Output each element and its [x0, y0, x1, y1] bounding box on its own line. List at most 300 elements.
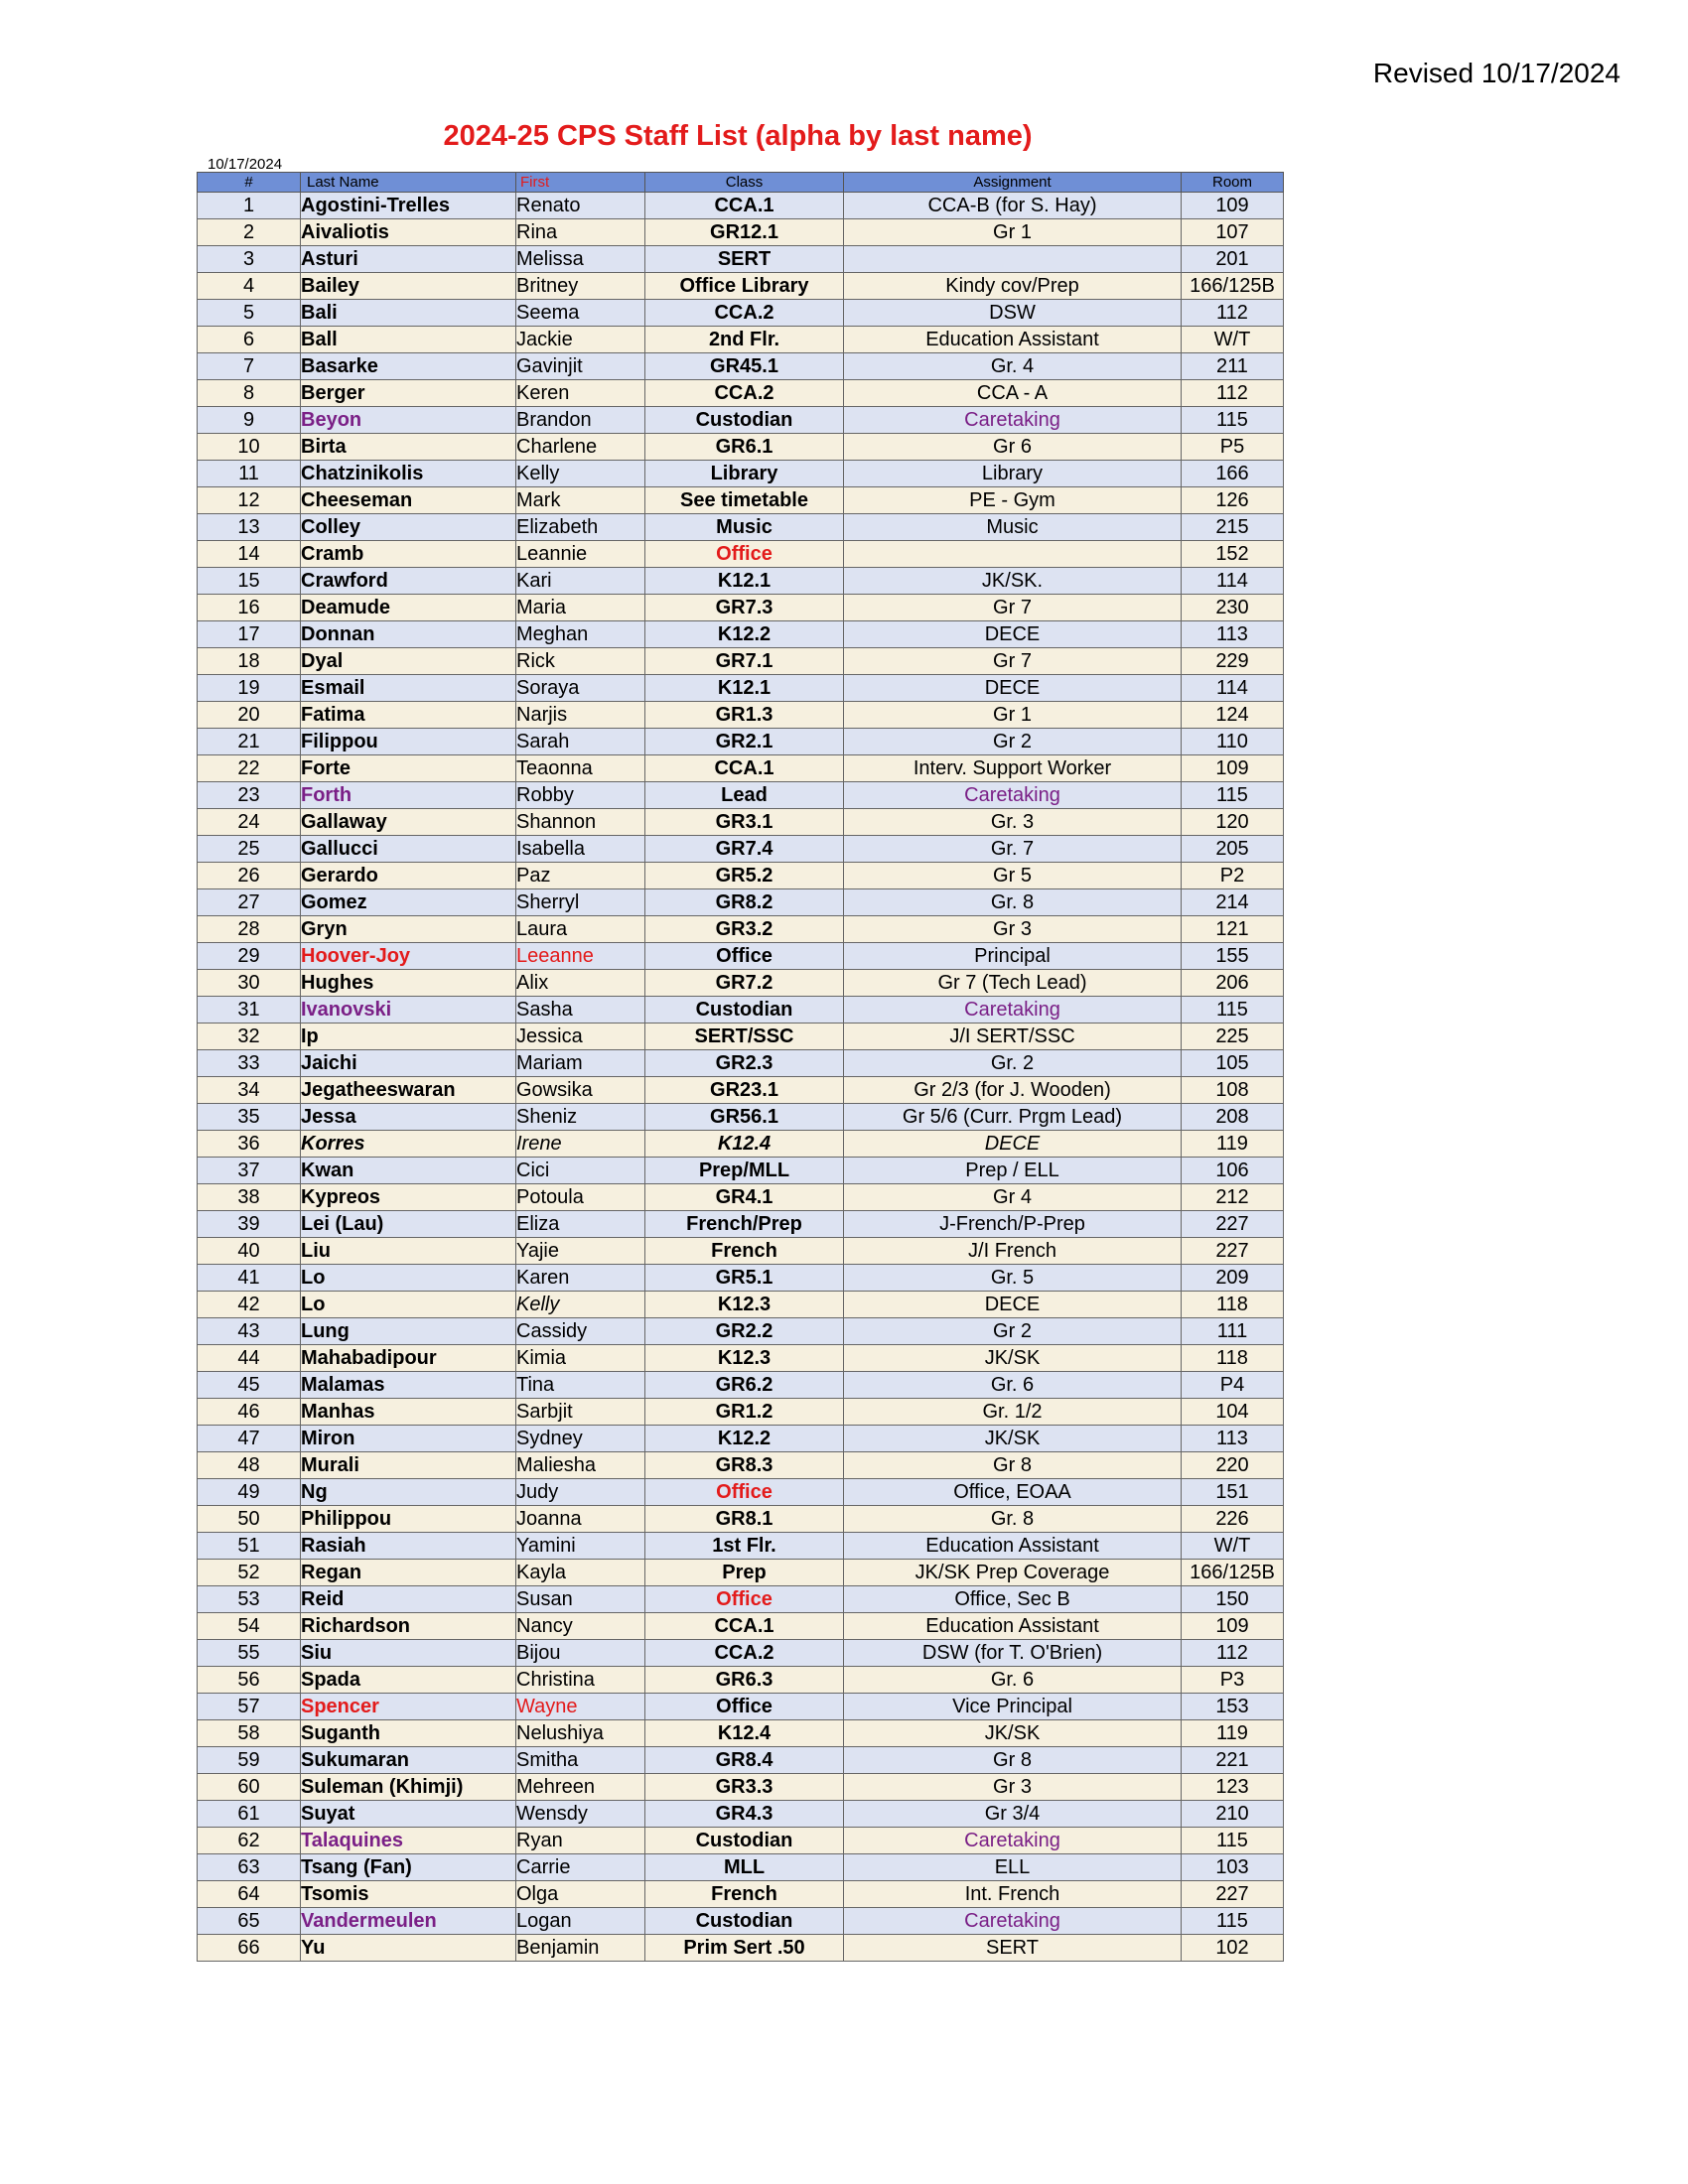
cell-row-number: 13: [198, 514, 301, 541]
cell-class: GR1.3: [645, 702, 844, 729]
table-row: [198, 487, 1284, 514]
cell-first-name: Carrie: [516, 1854, 645, 1881]
table-row: [198, 1586, 1284, 1613]
cell-first-name: Judy: [516, 1479, 645, 1506]
cell-assignment: [844, 246, 1182, 273]
cell-room: 166/125B: [1182, 273, 1284, 300]
cell-last-name: Dyal: [301, 648, 516, 675]
cell-last-name: Hughes: [301, 970, 516, 997]
cell-last-name: Chatzinikolis: [301, 461, 516, 487]
cell-assignment: Gr. 6: [844, 1372, 1182, 1399]
cell-assignment: Library: [844, 461, 1182, 487]
cell-last-name: Spada: [301, 1667, 516, 1694]
cell-class: K12.2: [645, 1426, 844, 1452]
cell-first-name: Karen: [516, 1265, 645, 1292]
cell-assignment: Gr 6: [844, 434, 1182, 461]
cell-class: GR12.1: [645, 219, 844, 246]
cell-row-number: 35: [198, 1104, 301, 1131]
cell-last-name: Gallaway: [301, 809, 516, 836]
cell-assignment: Gr 2/3 (for J. Wooden): [844, 1077, 1182, 1104]
cell-first-name: Sarah: [516, 729, 645, 755]
cell-last-name: Lo: [301, 1265, 516, 1292]
table-row: [198, 1640, 1284, 1667]
cell-first-name: Kimia: [516, 1345, 645, 1372]
cell-class: CCA.2: [645, 1640, 844, 1667]
cell-first-name: Bijou: [516, 1640, 645, 1667]
header-assignment: Assignment: [844, 173, 1182, 193]
cell-first-name: Nelushiya: [516, 1720, 645, 1747]
cell-first-name: Eliza: [516, 1211, 645, 1238]
cell-class: Prim Sert .50: [645, 1935, 844, 1962]
table-row: [198, 461, 1284, 487]
cell-row-number: 64: [198, 1881, 301, 1908]
cell-assignment: Gr. 8: [844, 889, 1182, 916]
cell-last-name: Suleman (Khimji): [301, 1774, 516, 1801]
cell-assignment: J-French/P-Prep: [844, 1211, 1182, 1238]
cell-row-number: 46: [198, 1399, 301, 1426]
cell-first-name: Kelly: [516, 461, 645, 487]
cell-assignment: Education Assistant: [844, 327, 1182, 353]
cell-last-name: Ball: [301, 327, 516, 353]
cell-last-name: Cheeseman: [301, 487, 516, 514]
cell-first-name: Sydney: [516, 1426, 645, 1452]
table-row: [198, 1318, 1284, 1345]
table-row: [198, 863, 1284, 889]
cell-row-number: 48: [198, 1452, 301, 1479]
cell-last-name: Philippou: [301, 1506, 516, 1533]
cell-last-name: Rasiah: [301, 1533, 516, 1560]
cell-row-number: 9: [198, 407, 301, 434]
cell-first-name: Melissa: [516, 246, 645, 273]
cell-class: K12.4: [645, 1131, 844, 1158]
cell-last-name: Agostini-Trelles: [301, 193, 516, 219]
cell-last-name: Lei (Lau): [301, 1211, 516, 1238]
cell-last-name: Siu: [301, 1640, 516, 1667]
cell-first-name: Maria: [516, 595, 645, 621]
cell-first-name: Christina: [516, 1667, 645, 1694]
cell-class: GR45.1: [645, 353, 844, 380]
table-body: [198, 193, 1284, 1962]
cell-assignment: JK/SK: [844, 1426, 1182, 1452]
cell-room: 205: [1182, 836, 1284, 863]
cell-class: K12.4: [645, 1720, 844, 1747]
cell-row-number: 43: [198, 1318, 301, 1345]
cell-last-name: Donnan: [301, 621, 516, 648]
cell-assignment: Gr 4: [844, 1184, 1182, 1211]
cell-assignment: SERT: [844, 1935, 1182, 1962]
cell-last-name: Miron: [301, 1426, 516, 1452]
table-row: [198, 1399, 1284, 1426]
table-row: [198, 380, 1284, 407]
cell-class: MLL: [645, 1854, 844, 1881]
table-row: [198, 1050, 1284, 1077]
cell-row-number: 45: [198, 1372, 301, 1399]
cell-last-name: Filippou: [301, 729, 516, 755]
cell-room: 227: [1182, 1881, 1284, 1908]
cell-first-name: Kayla: [516, 1560, 645, 1586]
cell-last-name: Kypreos: [301, 1184, 516, 1211]
cell-last-name: Asturi: [301, 246, 516, 273]
cell-row-number: 57: [198, 1694, 301, 1720]
table-row: [198, 541, 1284, 568]
cell-assignment: Caretaking: [844, 407, 1182, 434]
cell-first-name: Isabella: [516, 836, 645, 863]
cell-room: 150: [1182, 1586, 1284, 1613]
table-row: [198, 702, 1284, 729]
cell-row-number: 66: [198, 1935, 301, 1962]
cell-class: K12.3: [645, 1345, 844, 1372]
cell-assignment: [844, 541, 1182, 568]
table-row: [198, 1747, 1284, 1774]
cell-row-number: 37: [198, 1158, 301, 1184]
cell-last-name: Talaquines: [301, 1828, 516, 1854]
cell-room: 107: [1182, 219, 1284, 246]
cell-room: 211: [1182, 353, 1284, 380]
cell-class: CCA.1: [645, 1613, 844, 1640]
cell-first-name: Mehreen: [516, 1774, 645, 1801]
cell-first-name: Keren: [516, 380, 645, 407]
cell-assignment: JK/SK: [844, 1345, 1182, 1372]
cell-room: 105: [1182, 1050, 1284, 1077]
cell-room: 152: [1182, 541, 1284, 568]
cell-assignment: Gr 7 (Tech Lead): [844, 970, 1182, 997]
cell-first-name: Laura: [516, 916, 645, 943]
cell-assignment: Music: [844, 514, 1182, 541]
cell-room: 118: [1182, 1345, 1284, 1372]
cell-class: French: [645, 1238, 844, 1265]
table-row: [198, 1774, 1284, 1801]
cell-assignment: Principal: [844, 943, 1182, 970]
cell-row-number: 11: [198, 461, 301, 487]
cell-class: Lead: [645, 782, 844, 809]
table-row: [198, 1238, 1284, 1265]
cell-room: 108: [1182, 1077, 1284, 1104]
table-row: [198, 1506, 1284, 1533]
cell-class: Office: [645, 1694, 844, 1720]
cell-last-name: Ip: [301, 1024, 516, 1050]
table-row: [198, 407, 1284, 434]
table-row: [198, 1560, 1284, 1586]
cell-last-name: Regan: [301, 1560, 516, 1586]
cell-assignment: JK/SK.: [844, 568, 1182, 595]
cell-assignment: Gr. 3: [844, 809, 1182, 836]
cell-last-name: Lung: [301, 1318, 516, 1345]
cell-row-number: 8: [198, 380, 301, 407]
table-row: [198, 434, 1284, 461]
cell-class: See timetable: [645, 487, 844, 514]
cell-room: 115: [1182, 997, 1284, 1024]
cell-row-number: 53: [198, 1586, 301, 1613]
cell-room: 227: [1182, 1211, 1284, 1238]
cell-class: French: [645, 1881, 844, 1908]
cell-room: 112: [1182, 1640, 1284, 1667]
header-room: Room: [1182, 173, 1284, 193]
cell-class: K12.1: [645, 568, 844, 595]
cell-room: 214: [1182, 889, 1284, 916]
cell-class: GR7.1: [645, 648, 844, 675]
cell-assignment: Gr 2: [844, 1318, 1182, 1345]
cell-last-name: Jegatheeswaran: [301, 1077, 516, 1104]
cell-first-name: Potoula: [516, 1184, 645, 1211]
cell-assignment: Education Assistant: [844, 1613, 1182, 1640]
cell-first-name: Brandon: [516, 407, 645, 434]
cell-last-name: Lo: [301, 1292, 516, 1318]
cell-class: CCA.2: [645, 300, 844, 327]
cell-row-number: 38: [198, 1184, 301, 1211]
cell-room: 109: [1182, 755, 1284, 782]
cell-row-number: 7: [198, 353, 301, 380]
cell-room: P5: [1182, 434, 1284, 461]
table-row: [198, 755, 1284, 782]
cell-room: 151: [1182, 1479, 1284, 1506]
cell-last-name: Suyat: [301, 1801, 516, 1828]
cell-assignment: Vice Principal: [844, 1694, 1182, 1720]
cell-assignment: PE - Gym: [844, 487, 1182, 514]
cell-assignment: Caretaking: [844, 1908, 1182, 1935]
cell-first-name: Wensdy: [516, 1801, 645, 1828]
cell-first-name: Shannon: [516, 809, 645, 836]
cell-row-number: 39: [198, 1211, 301, 1238]
cell-room: 113: [1182, 1426, 1284, 1452]
cell-first-name: Logan: [516, 1908, 645, 1935]
cell-room: 201: [1182, 246, 1284, 273]
cell-first-name: Sheniz: [516, 1104, 645, 1131]
table-row: [198, 809, 1284, 836]
table-row: [198, 568, 1284, 595]
cell-assignment: Gr 1: [844, 219, 1182, 246]
cell-row-number: 27: [198, 889, 301, 916]
cell-row-number: 10: [198, 434, 301, 461]
cell-first-name: Cici: [516, 1158, 645, 1184]
cell-first-name: Kari: [516, 568, 645, 595]
table-row: [198, 648, 1284, 675]
cell-row-number: 49: [198, 1479, 301, 1506]
cell-class: Office: [645, 1586, 844, 1613]
cell-row-number: 31: [198, 997, 301, 1024]
table-row: [198, 1292, 1284, 1318]
cell-assignment: Gr 8: [844, 1452, 1182, 1479]
table-row: [198, 1024, 1284, 1050]
header-class: Class: [645, 173, 844, 193]
cell-class: Custodian: [645, 1908, 844, 1935]
cell-first-name: Meghan: [516, 621, 645, 648]
cell-row-number: 36: [198, 1131, 301, 1158]
cell-last-name: Gallucci: [301, 836, 516, 863]
cell-first-name: Leannie: [516, 541, 645, 568]
cell-class: Office: [645, 1479, 844, 1506]
cell-room: 123: [1182, 1774, 1284, 1801]
cell-row-number: 5: [198, 300, 301, 327]
cell-class: GR8.4: [645, 1747, 844, 1774]
cell-row-number: 34: [198, 1077, 301, 1104]
cell-class: Custodian: [645, 1828, 844, 1854]
cell-room: 115: [1182, 782, 1284, 809]
cell-row-number: 62: [198, 1828, 301, 1854]
cell-last-name: Ivanovski: [301, 997, 516, 1024]
cell-row-number: 26: [198, 863, 301, 889]
cell-row-number: 65: [198, 1908, 301, 1935]
table-row: [198, 1184, 1284, 1211]
cell-room: 109: [1182, 193, 1284, 219]
cell-assignment: DECE: [844, 1131, 1182, 1158]
header-last-name: Last Name: [301, 173, 516, 193]
cell-room: 115: [1182, 1908, 1284, 1935]
cell-room: 103: [1182, 1854, 1284, 1881]
cell-first-name: Ryan: [516, 1828, 645, 1854]
cell-class: GR3.2: [645, 916, 844, 943]
cell-first-name: Alix: [516, 970, 645, 997]
cell-row-number: 1: [198, 193, 301, 219]
cell-first-name: Yamini: [516, 1533, 645, 1560]
cell-class: Music: [645, 514, 844, 541]
cell-assignment: JK/SK Prep Coverage: [844, 1560, 1182, 1586]
cell-room: W/T: [1182, 327, 1284, 353]
cell-row-number: 32: [198, 1024, 301, 1050]
cell-assignment: CCA-B (for S. Hay): [844, 193, 1182, 219]
cell-assignment: CCA - A: [844, 380, 1182, 407]
cell-row-number: 29: [198, 943, 301, 970]
cell-row-number: 63: [198, 1854, 301, 1881]
cell-first-name: Charlene: [516, 434, 645, 461]
cell-class: Office: [645, 943, 844, 970]
table-row: [198, 219, 1284, 246]
cell-room: 227: [1182, 1238, 1284, 1265]
cell-room: 153: [1182, 1694, 1284, 1720]
cell-row-number: 50: [198, 1506, 301, 1533]
cell-class: GR8.3: [645, 1452, 844, 1479]
cell-class: 1st Flr.: [645, 1533, 844, 1560]
cell-room: 166/125B: [1182, 1560, 1284, 1586]
cell-room: 114: [1182, 568, 1284, 595]
cell-first-name: Renato: [516, 193, 645, 219]
cell-row-number: 54: [198, 1613, 301, 1640]
cell-last-name: Murali: [301, 1452, 516, 1479]
cell-class: K12.3: [645, 1292, 844, 1318]
cell-room: 229: [1182, 648, 1284, 675]
cell-first-name: Susan: [516, 1586, 645, 1613]
cell-assignment: DECE: [844, 675, 1182, 702]
cell-first-name: Rick: [516, 648, 645, 675]
cell-assignment: Gr 5/6 (Curr. Prgm Lead): [844, 1104, 1182, 1131]
cell-first-name: Robby: [516, 782, 645, 809]
cell-last-name: Crawford: [301, 568, 516, 595]
cell-assignment: Gr. 1/2: [844, 1399, 1182, 1426]
cell-class: 2nd Flr.: [645, 327, 844, 353]
cell-assignment: Gr. 2: [844, 1050, 1182, 1077]
cell-row-number: 21: [198, 729, 301, 755]
cell-first-name: Soraya: [516, 675, 645, 702]
cell-row-number: 52: [198, 1560, 301, 1586]
cell-class: GR1.2: [645, 1399, 844, 1426]
cell-last-name: Reid: [301, 1586, 516, 1613]
cell-class: GR6.3: [645, 1667, 844, 1694]
cell-row-number: 56: [198, 1667, 301, 1694]
cell-row-number: 24: [198, 809, 301, 836]
cell-class: French/Prep: [645, 1211, 844, 1238]
cell-assignment: Gr 2: [844, 729, 1182, 755]
cell-assignment: Office, EOAA: [844, 1479, 1182, 1506]
table-row: [198, 1211, 1284, 1238]
cell-class: GR4.3: [645, 1801, 844, 1828]
table-row: [198, 1828, 1284, 1854]
table-row: [198, 1801, 1284, 1828]
cell-room: 104: [1182, 1399, 1284, 1426]
cell-room: 166: [1182, 461, 1284, 487]
cell-last-name: Suganth: [301, 1720, 516, 1747]
table-row: [198, 1104, 1284, 1131]
cell-row-number: 51: [198, 1533, 301, 1560]
cell-last-name: Jessa: [301, 1104, 516, 1131]
cell-first-name: Irene: [516, 1131, 645, 1158]
cell-assignment: Gr 1: [844, 702, 1182, 729]
cell-assignment: Gr 8: [844, 1747, 1182, 1774]
cell-assignment: DECE: [844, 621, 1182, 648]
cell-class: GR7.4: [645, 836, 844, 863]
cell-first-name: Olga: [516, 1881, 645, 1908]
cell-class: Library: [645, 461, 844, 487]
cell-row-number: 40: [198, 1238, 301, 1265]
header-first-name: First: [516, 173, 645, 193]
cell-last-name: Gryn: [301, 916, 516, 943]
cell-first-name: Cassidy: [516, 1318, 645, 1345]
cell-first-name: Benjamin: [516, 1935, 645, 1962]
cell-last-name: Tsomis: [301, 1881, 516, 1908]
cell-class: GR7.2: [645, 970, 844, 997]
table-row: [198, 1158, 1284, 1184]
cell-class: K12.2: [645, 621, 844, 648]
cell-room: 226: [1182, 1506, 1284, 1533]
header-num: #: [198, 173, 301, 193]
cell-class: SERT: [645, 246, 844, 273]
cell-first-name: Mariam: [516, 1050, 645, 1077]
cell-last-name: Spencer: [301, 1694, 516, 1720]
cell-class: GR5.1: [645, 1265, 844, 1292]
cell-first-name: Gavinjit: [516, 353, 645, 380]
table-row: [198, 300, 1284, 327]
cell-assignment: Prep / ELL: [844, 1158, 1182, 1184]
table-row: [198, 836, 1284, 863]
page-title: 2024-25 CPS Staff List (alpha by last name): [443, 120, 1033, 152]
cell-row-number: 42: [198, 1292, 301, 1318]
cell-room: 225: [1182, 1024, 1284, 1050]
cell-assignment: Gr 3/4: [844, 1801, 1182, 1828]
table-row: [198, 1908, 1284, 1935]
cell-row-number: 6: [198, 327, 301, 353]
cell-row-number: 58: [198, 1720, 301, 1747]
cell-assignment: Gr. 8: [844, 1506, 1182, 1533]
table-row: [198, 675, 1284, 702]
cell-assignment: Gr 5: [844, 863, 1182, 889]
table-row: [198, 729, 1284, 755]
cell-room: 112: [1182, 380, 1284, 407]
cell-row-number: 4: [198, 273, 301, 300]
cell-class: CCA.1: [645, 755, 844, 782]
cell-first-name: Seema: [516, 300, 645, 327]
cell-class: GR23.1: [645, 1077, 844, 1104]
table-row: [198, 1372, 1284, 1399]
cell-room: 230: [1182, 595, 1284, 621]
cell-room: 102: [1182, 1935, 1284, 1962]
cell-room: 209: [1182, 1265, 1284, 1292]
cell-room: 112: [1182, 300, 1284, 327]
cell-class: GR5.2: [645, 863, 844, 889]
cell-last-name: Korres: [301, 1131, 516, 1158]
cell-room: 110: [1182, 729, 1284, 755]
cell-last-name: Aivaliotis: [301, 219, 516, 246]
table-row: [198, 970, 1284, 997]
cell-room: 208: [1182, 1104, 1284, 1131]
cell-class: GR2.1: [645, 729, 844, 755]
